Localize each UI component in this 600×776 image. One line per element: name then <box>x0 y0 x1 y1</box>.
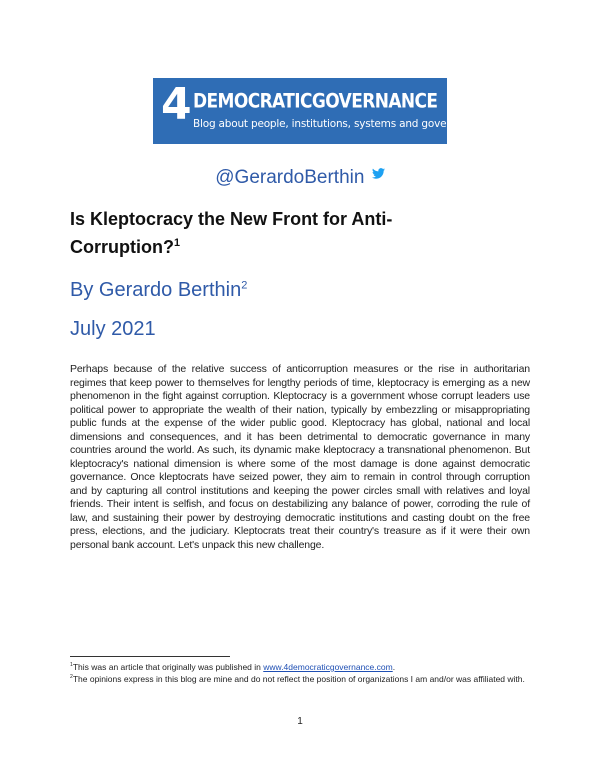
article-title <box>70 205 490 261</box>
article-body: Perhaps because of the relative success of anticorruption measures or the rise in authoritarian regimes that keep power to themselves for lengthy periods of time, kleptocracy is emerging as a new phenomenon in the fight against corruption. Kleptocracy is a government whose corrupt leaders use political power to appropriate the wealth of their nation, typically by embezzling or misappropriating public funds at the expense of the wider public good. Kleptocracy has global, national and local dimensions and consequences, and it has been detrimental to democratic governance in many countries around the world. As such, its dynamic make kleptocracy a transnational phenomenon. But kleptocracy's national dimension is where some of the most damage is done against democratic governance. Once kleptocrats have seized power, they aim to remain in control through corruption and by capturing all control institutions and keeping the power circles small with relatives and loyal friends. Their intent is selfish, and focus on destabilizing any balance of power, corroding the rule of law, and sustaining their power by destroying democratic institutions and casting doubt on the free press, elections, and the judiciary. Kleptocrats treat their country's treasure as if it were their own personal bank account. Let's unpack this new challenge. <box>70 363 530 551</box>
byline-footnote-ref[interactable]: 2 <box>241 279 248 292</box>
article-title-text: Is Kleptocracy the New Front for Anti-Corruption? <box>70 209 393 257</box>
footnote-2-number: 2 <box>70 674 73 681</box>
footnote-2-text: The opinions express in this blog are mine and do not reflect the position of organizations I am and/or was affiliated with. <box>72 674 525 684</box>
byline <box>70 276 247 304</box>
title-footnote-ref[interactable]: 1 <box>173 237 180 249</box>
logo-tagline: Blog about people, institutions, systems and governance <box>193 118 482 130</box>
byline-text: By Gerardo Berthin <box>70 279 242 301</box>
twitter-bird-icon <box>372 168 385 179</box>
footnote-1-after: . <box>392 662 396 672</box>
logo-name: DEMOCRATICGOVERNANCE <box>193 90 438 114</box>
twitter-handle-text: @GerardoBerthin <box>215 167 365 188</box>
footnote-1-number: 1 <box>70 662 73 669</box>
footnote-1-text: This was an article that originally was published in <box>72 662 264 672</box>
footnote-1 <box>70 661 530 673</box>
page-number: 1 <box>297 716 303 727</box>
logo-number: 4 <box>161 79 192 130</box>
publication-date: July 2021 <box>70 318 156 340</box>
footnote-2 <box>70 673 530 685</box>
footnote-1-link[interactable]: www.4democraticgovernance.com <box>263 662 393 672</box>
twitter-handle[interactable] <box>0 166 600 190</box>
footnote-divider <box>70 656 230 657</box>
blog-logo <box>153 78 482 144</box>
